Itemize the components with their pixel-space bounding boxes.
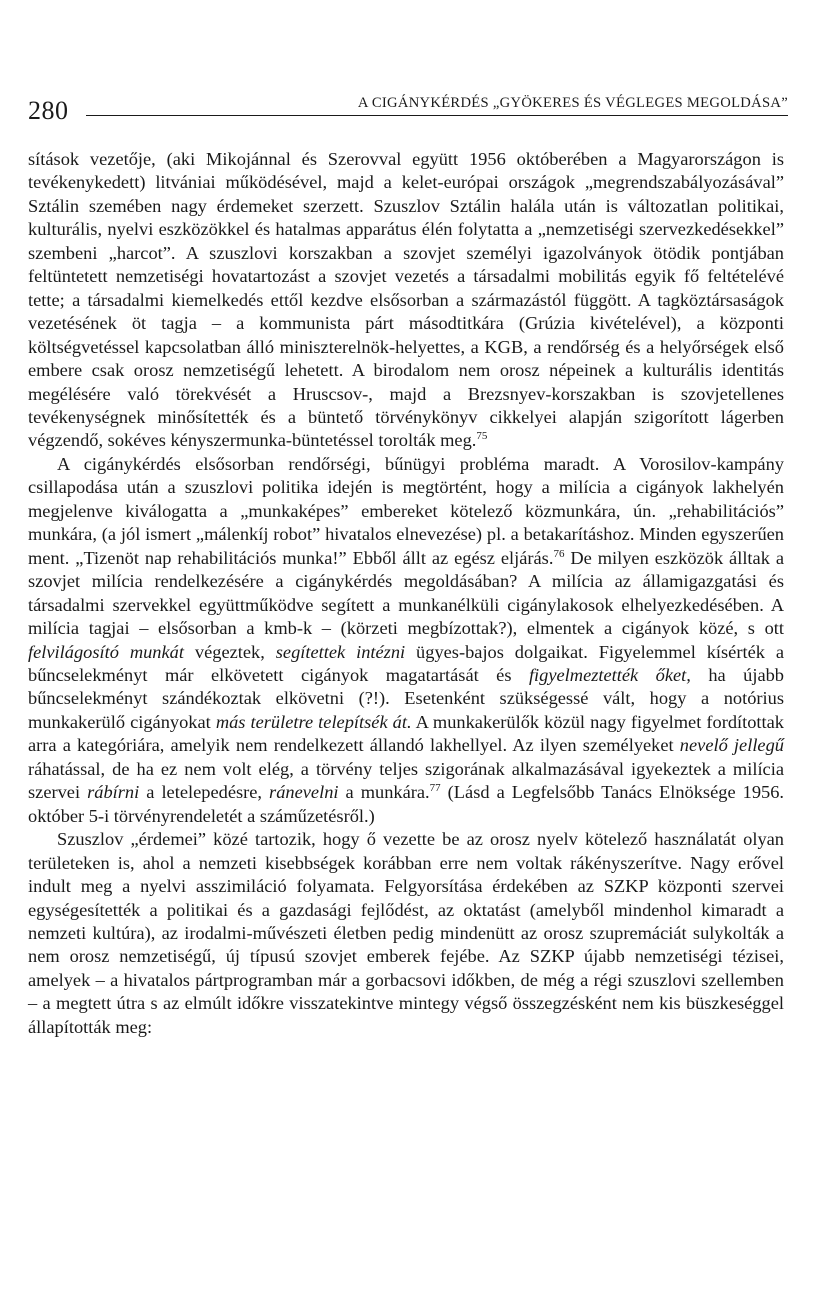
italic-phrase: figyelmeztették őket, [528,664,691,685]
paragraph-2-text-2: De milyen eszközök álltak a szovjet milícia rendelkezésére a cigánykérdés megoldásában? A milícia az államigazgatási és társadalmi szervekkel együttműködve segített a munkanélküli cigánylakosok elhelyezkedésében. A milícia tagjai – elsősorban a kmb-k – (körzeti megbízottak?), elmentek a cigányok közé, s ott [28,547,784,639]
italic-phrase: rábírni [87,782,140,803]
paragraph-1 [28,148,784,453]
running-title: A CIGÁNYKÉRDÉS „GYÖKERES ÉS VÉGLEGES MEGOLDÁSA” [357,95,788,111]
footnote-ref-77[interactable]: 77 [429,782,441,795]
italic-phrase: felvilágosító munkát [28,641,184,662]
paragraph-3 [28,828,784,1039]
header-rule [86,115,788,116]
body-text [28,148,784,1039]
paragraph-2-text-1: A cigánykérdés elsősorban rendőrségi, bűnügyi probléma maradt. A Vorosilov-kampány csillapodása után a szuszlovi politika idején is megtörtént, hogy a milícia a cigányok lakhelyén megjelenve kiválogatta a „munkaképes” embereket kötelező közmunkára, ún. „rehabilitációs” munkára, (a jól ismert „málenkíj robot” hivatalos elnevezése) pl. a betakarításhoz. Minden egyszerűen ment. „Tizenöt nap rehabilitációs munka!” Ebből állt az egész eljárás. [28,453,784,568]
footnote-ref-76[interactable]: 76 [553,547,565,560]
paragraph-2-text-5: ha újabb bűncselekményt szándékoztak elkövetni (?!). Esetenként szükségessé vált, hogy a notórius munkakerülő cigányokat [28,664,784,732]
paragraph-2 [28,453,784,828]
italic-phrase: ránevelni [269,782,339,803]
paragraph-2-text-7: ráhatással, de ha ez nem volt elég, a törvény teljes szigorának alkalmazásával igyekeztek a milícia szervei [28,758,784,803]
italic-phrase: nevelő jellegű [679,735,784,756]
page-header [28,88,788,128]
paragraph-2-text-10: (Lásd a Legfelsőbb Tanács Elnöksége 1956. október 5-i törvényrendeletét a száműzetésről.) [28,782,785,826]
paragraph-2-text-6: A munkakerülők közül nagy figyelmet fordítottak arra a kategóriára, amelyik nem rendelkezett állandó lakhellyel. Az ilyen személyeket [28,711,784,756]
paragraph-2-text-8: a letelepedésre, [139,782,270,803]
paragraph-2-text-4: ügyes-bajos dolgaikat. Figyelemmel kísérték a bűncselekményt már elkövetett cigányok magatartását és [28,641,784,685]
paragraph-2-text-3: végeztek, [183,641,276,662]
paragraph-2-text-9: a munkára. [338,782,430,803]
italic-phrase: segítettek intézni [275,641,406,662]
paragraph-1-text: sítások vezetője, (aki Mikojánnal és Szerovval együtt 1956 októberében a Magyarországon is tevékenykedett) litvániai működésével, majd a kelet-európai országok „megrendszabályozásával” Sztálin szemében nagy érdemeket szerzett. Szuszlov Sztálin halála után is változatlan politikai, kulturális, nyelvi eszközökkel és hatalmas apparátus élén folytatta a „nemzetiségi szervezkedésekkel” szembeni „harcot”. A szuszlovi korszakban a szovjet személyi igazolványok ötödik pontjában feltüntetett nemzetiségi hovatartozást a szovjet vezetés a társadalmi mobilitás egyik fő feltételévé tette; a társadalmi kiemelkedés ettől kezdve elsősorban a származástól függött. A tagköztársaságok vezetésének öt tagja – a kommunista párt másodtitkára (Grúzia kivételével), a központi költségvetéssel kapcsolatban álló miniszterelnök-helyettes, a KGB, a rendőrség és a helyőrségek első embere csak orosz nemzetiségű lehetett. A birodalom nem orosz népeinek a kulturális identitás megélésére való törekvését a Hruscsov-, majd a Brezsnyev-korszakban is szovjetellenes tevékenységnek minősítették és a büntető törvénykönyv cikkelyei alapján szigorított lágerben végzendő, sokéves kényszermunka-büntetéssel torolták meg. [28,149,784,451]
page-number: 280 [28,96,69,125]
italic-phrase: más területre telepítsék át. [215,711,412,732]
paragraph-3-text: Szuszlov „érdemei” közé tartozik, hogy ő vezette be az orosz nyelv kötelező használatát olyan területeken is, ahol a nemzeti kisebbségek korábban erre nem voltak rákényszerítve. Nagy erővel indult meg a nyelvi asszimiláció folyamata. Felgyorsítása érdekében az SZKP központi szervei egységesítették a politikai és a gazdasági fejlődést, az oktatást (amelyből mindenhol kimaradt a nemzeti kultúra), az irodalmi-művészeti életben pedig mindenütt az orosz szupremáciát sulykolták a nem orosz nemzetiségű, új típusú szovjet emberek fejébe. Az SZKP újabb nemzetiségi tézisei, amelyek – a hivatalos pártprogramban már a gorbacsovi időkben, de még a régi szuszlovi szellemben – a megtett útra s az elmúlt időkre visszatekintve mintegy végső összegzésként nem kis büszkeséggel állapították meg: [28,829,784,1037]
footnote-ref-75[interactable]: 75 [476,430,488,443]
